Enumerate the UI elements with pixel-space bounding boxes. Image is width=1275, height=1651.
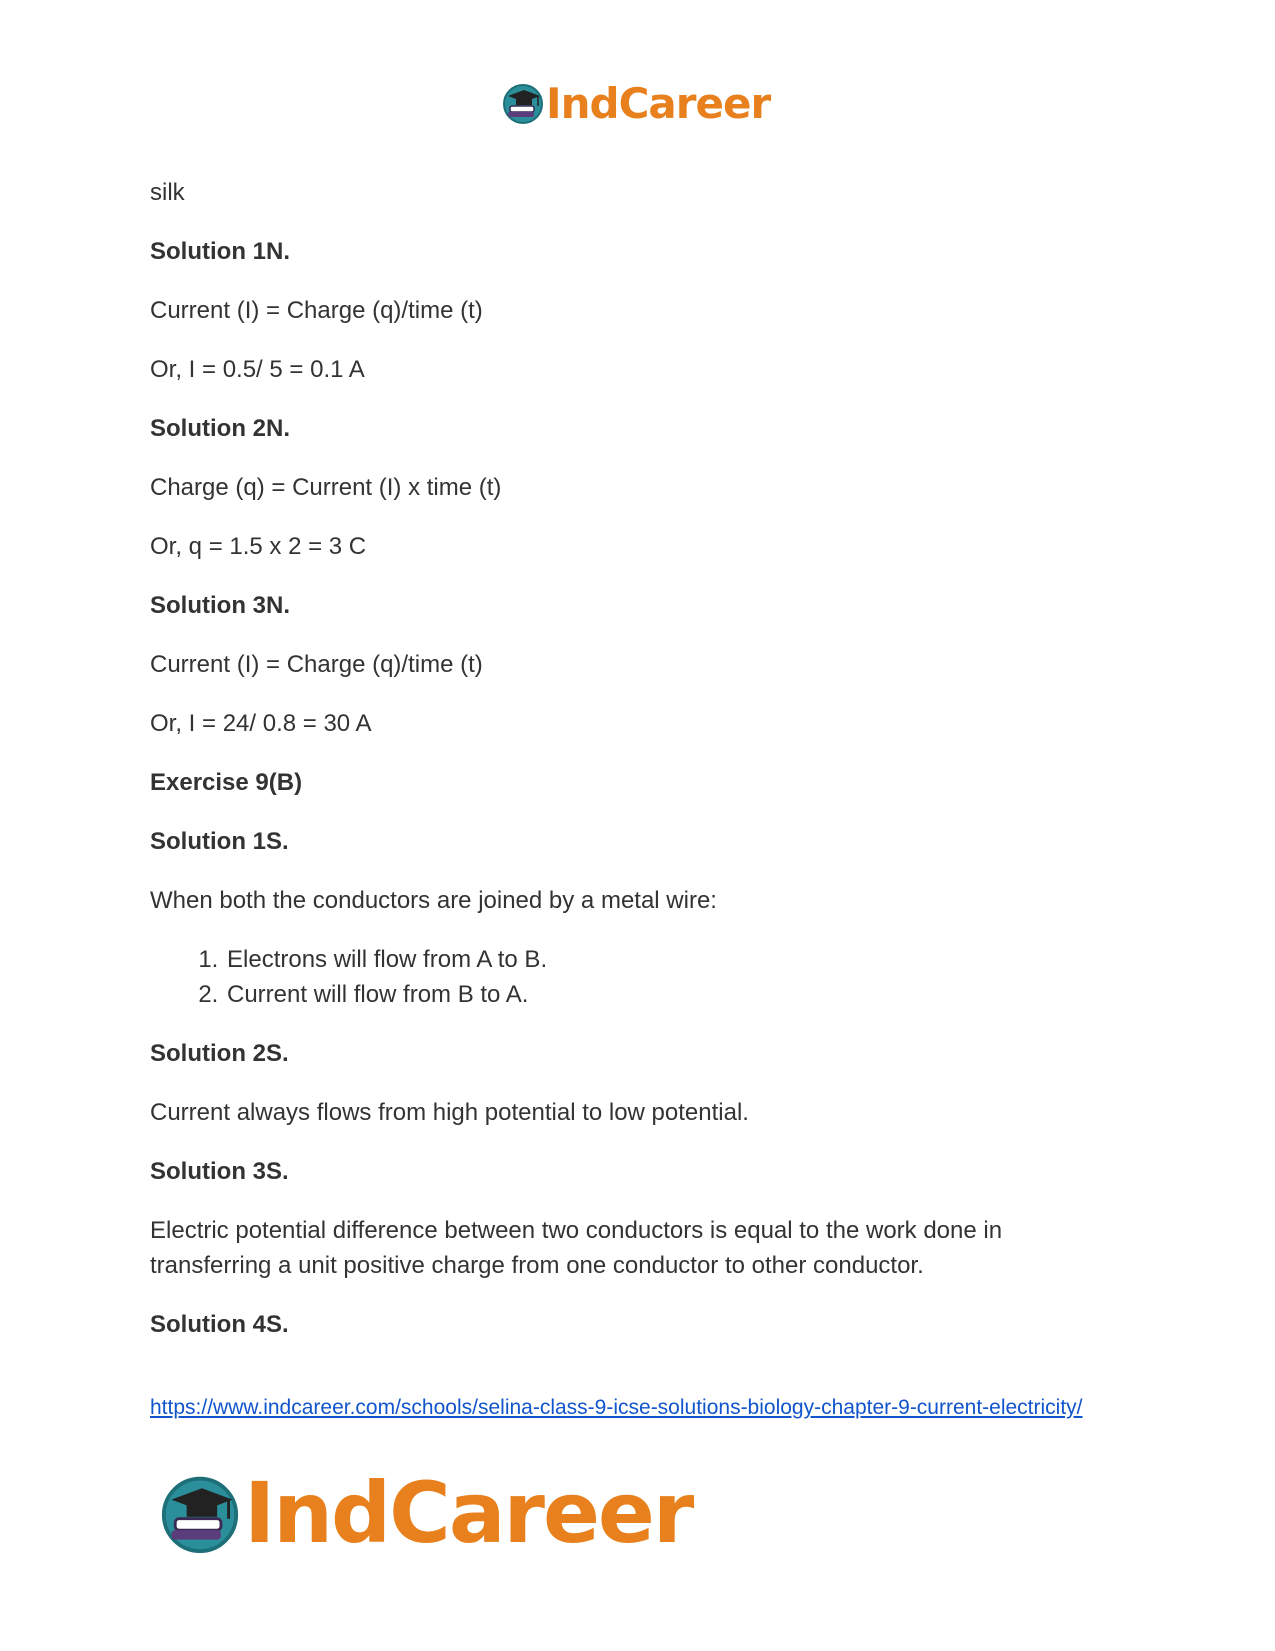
paragraph: Or, q = 1.5 x 2 = 3 C: [150, 533, 367, 560]
graduation-cap-book-globe-icon: [502, 82, 544, 124]
paragraph: silk: [150, 179, 185, 206]
graduation-cap-book-globe-icon: [160, 1473, 240, 1553]
paragraph: Current always flows from high potential to low potential.: [150, 1099, 749, 1126]
section-heading: Solution 3S.: [150, 1158, 289, 1185]
header-logo: [502, 78, 770, 128]
footer-logo-text: IndCareer: [244, 1464, 693, 1562]
source-url-link[interactable]: https://www.indcareer.com/schools/selina-class-9-icse-solutions-biology-chapter-9-current-electricity/: [150, 1396, 1083, 1419]
paragraph: Current (I) = Charge (q)/time (t): [150, 297, 483, 324]
list-item: 2. Current will flow from B to A.: [225, 977, 1125, 1012]
footer-logo: [160, 1464, 693, 1562]
section-heading: Exercise 9(B): [150, 769, 303, 796]
section-heading: Solution 1S.: [150, 828, 289, 855]
paragraph: When both the conductors are joined by a metal wire:: [150, 887, 717, 914]
list-item: 1. Electrons will flow from A to B.: [225, 942, 1125, 977]
document-body: [150, 175, 1125, 1366]
paragraph: Electric potential difference between two conductors is equal to the work done in transferring a unit positive charge from one conductor to other conductor.: [150, 1217, 1003, 1279]
section-heading: Solution 2S.: [150, 1040, 289, 1067]
section-heading: Solution 2N.: [150, 415, 290, 442]
section-heading: Solution 3N.: [150, 592, 290, 619]
paragraph: Current (I) = Charge (q)/time (t): [150, 651, 483, 678]
section-heading: Solution 1N.: [150, 238, 290, 265]
paragraph: Charge (q) = Current (I) x time (t): [150, 474, 502, 501]
paragraph: Or, I = 24/ 0.8 = 30 A: [150, 710, 372, 737]
header-logo-text: IndCareer: [546, 78, 771, 128]
paragraph: Or, I = 0.5/ 5 = 0.1 A: [150, 356, 365, 383]
numbered-list: [150, 942, 1125, 1012]
section-heading: Solution 4S.: [150, 1311, 289, 1338]
